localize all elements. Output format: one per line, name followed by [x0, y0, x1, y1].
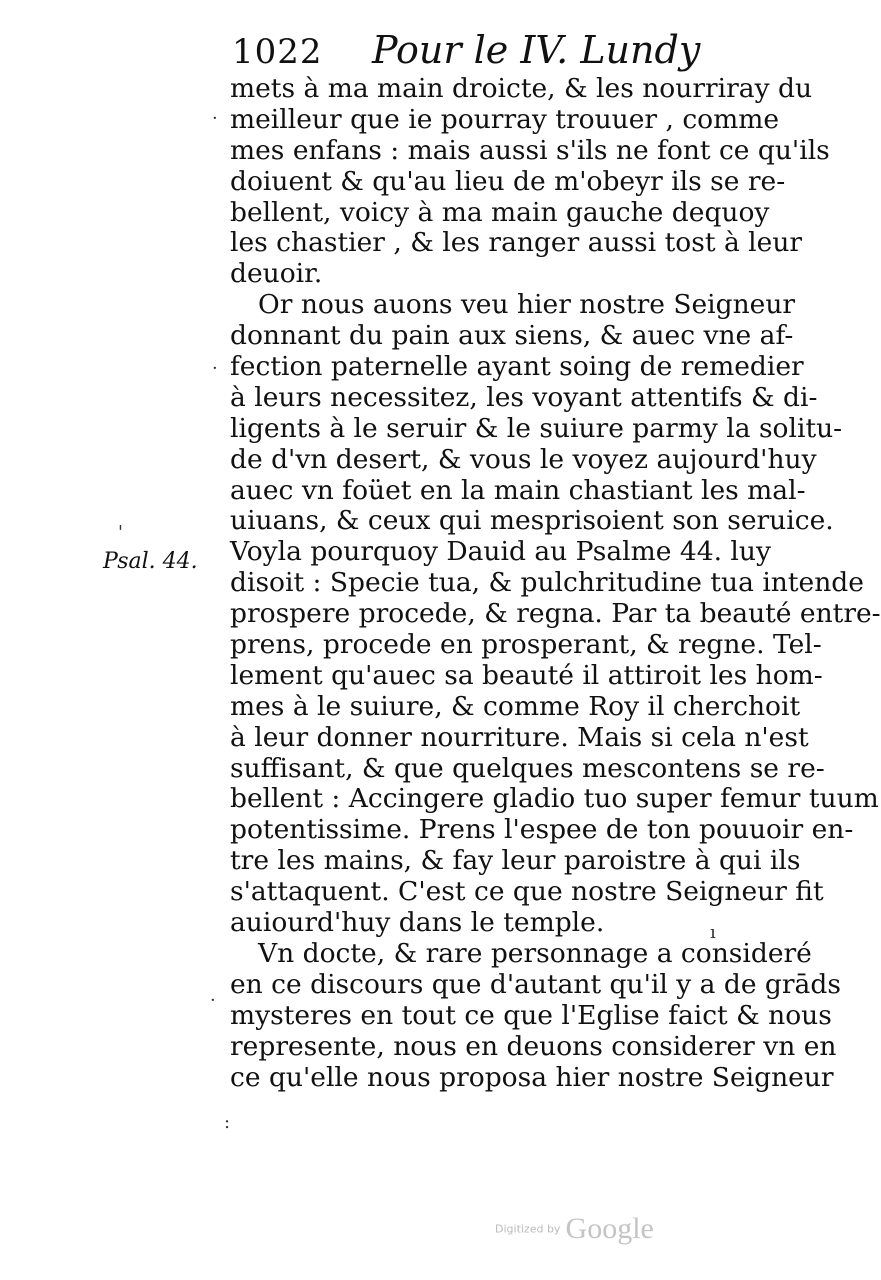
page-header	[232, 28, 732, 76]
text-line: donnant du pain aux siens, & auec vne af-	[230, 320, 794, 352]
text-line: auec vn foüet en la main chastiant les mal-	[230, 474, 806, 506]
text-line: mets à ma main droicte, & les nourriray du	[230, 73, 813, 104]
text-line: meilleur que ie pourray trouuer , comme	[230, 103, 780, 135]
text-line: à leurs necessitez, les voyant attentifs & di-	[230, 381, 818, 413]
ink-speck: ·	[210, 990, 216, 1011]
digitized-watermark	[495, 1212, 654, 1246]
text-line: de d'vn desert, & vous le voyez aujourd'huy	[230, 443, 817, 475]
text-line: à leur donner nourriture. Mais si cela n'est	[230, 721, 809, 753]
text-line: tre les mains, & fay leur paroistre à qui ils	[230, 845, 801, 877]
text-line: uiuans, & ceux qui mesprisoient son seruice.	[230, 505, 834, 537]
text-line: doiuent & qu'au lieu de m'obeyr ils se re-	[230, 165, 786, 197]
text-line: potentissime. Prens l'espee de ton pouuoir en-	[230, 814, 854, 846]
watermark-prefix: Digitized by	[495, 1222, 561, 1236]
text-line: les chastier , & les ranger aussi tost à leur	[230, 227, 803, 259]
text-line: en ce discours que d'autant qu'il y a de grāds	[230, 968, 841, 1000]
text-line: mysteres en tout ce que l'Eglise faict & nous	[230, 999, 832, 1031]
text-line: bellent : Accingere gladio tuo super femur tuum	[230, 783, 879, 815]
watermark-brand: Google	[565, 1212, 654, 1245]
text-line: ligents à le seruir & le suiure parmy la solitu-	[230, 412, 843, 444]
running-title: Pour le IV. Lundy	[372, 28, 701, 72]
text-line: represente, nous en deuons considerer vn en	[230, 1030, 837, 1062]
text-line: bellent, voicy à ma main gauche dequoy	[230, 196, 770, 228]
text-line: prospere procede, & regna. Par ta beauté entre-	[230, 598, 881, 630]
text-line: prens, procede en prosperant, & regne. Tel-	[230, 629, 822, 661]
text-line: s'attaquent. C'est ce que nostre Seigneur fit	[230, 876, 824, 908]
ink-speck: ·	[212, 108, 218, 129]
text-line: Or nous auons veu hier nostre Seigneur	[258, 289, 796, 321]
text-line: deuoir.	[230, 258, 323, 290]
text-line: auiourd'huy dans le temple.	[230, 907, 605, 939]
page-number: 1022	[232, 32, 323, 72]
text-line: suffisant, & que quelques mescontens se re-	[230, 752, 825, 784]
ink-speck: ·	[212, 358, 218, 379]
body-text	[230, 73, 881, 1093]
margin-note: Psal. 44.	[103, 549, 198, 574]
text-line: disoit : Specie tua, & pulchritudine tua intende	[230, 567, 864, 599]
text-line: Voyla pourquoy Dauid au Psalme 44. luy	[230, 536, 771, 568]
text-line: lement qu'auec sa beauté il attiroit les hom-	[230, 659, 823, 691]
text-line: Vn docte, & rare personnage a consideré	[258, 937, 812, 969]
text-line: mes enfans : mais aussi s'ils ne font ce qu'ils	[230, 134, 830, 166]
ink-speck: :	[224, 1112, 231, 1133]
ink-speck: ı	[710, 922, 716, 943]
ink-speck: '	[118, 522, 123, 543]
text-line: fection paternelle ayant soing de remedier	[230, 351, 804, 383]
text-line: mes à le suiure, & comme Roy il cherchoit	[230, 690, 801, 722]
text-line: ce qu'elle nous proposa hier nostre Seigneur	[230, 1061, 834, 1093]
